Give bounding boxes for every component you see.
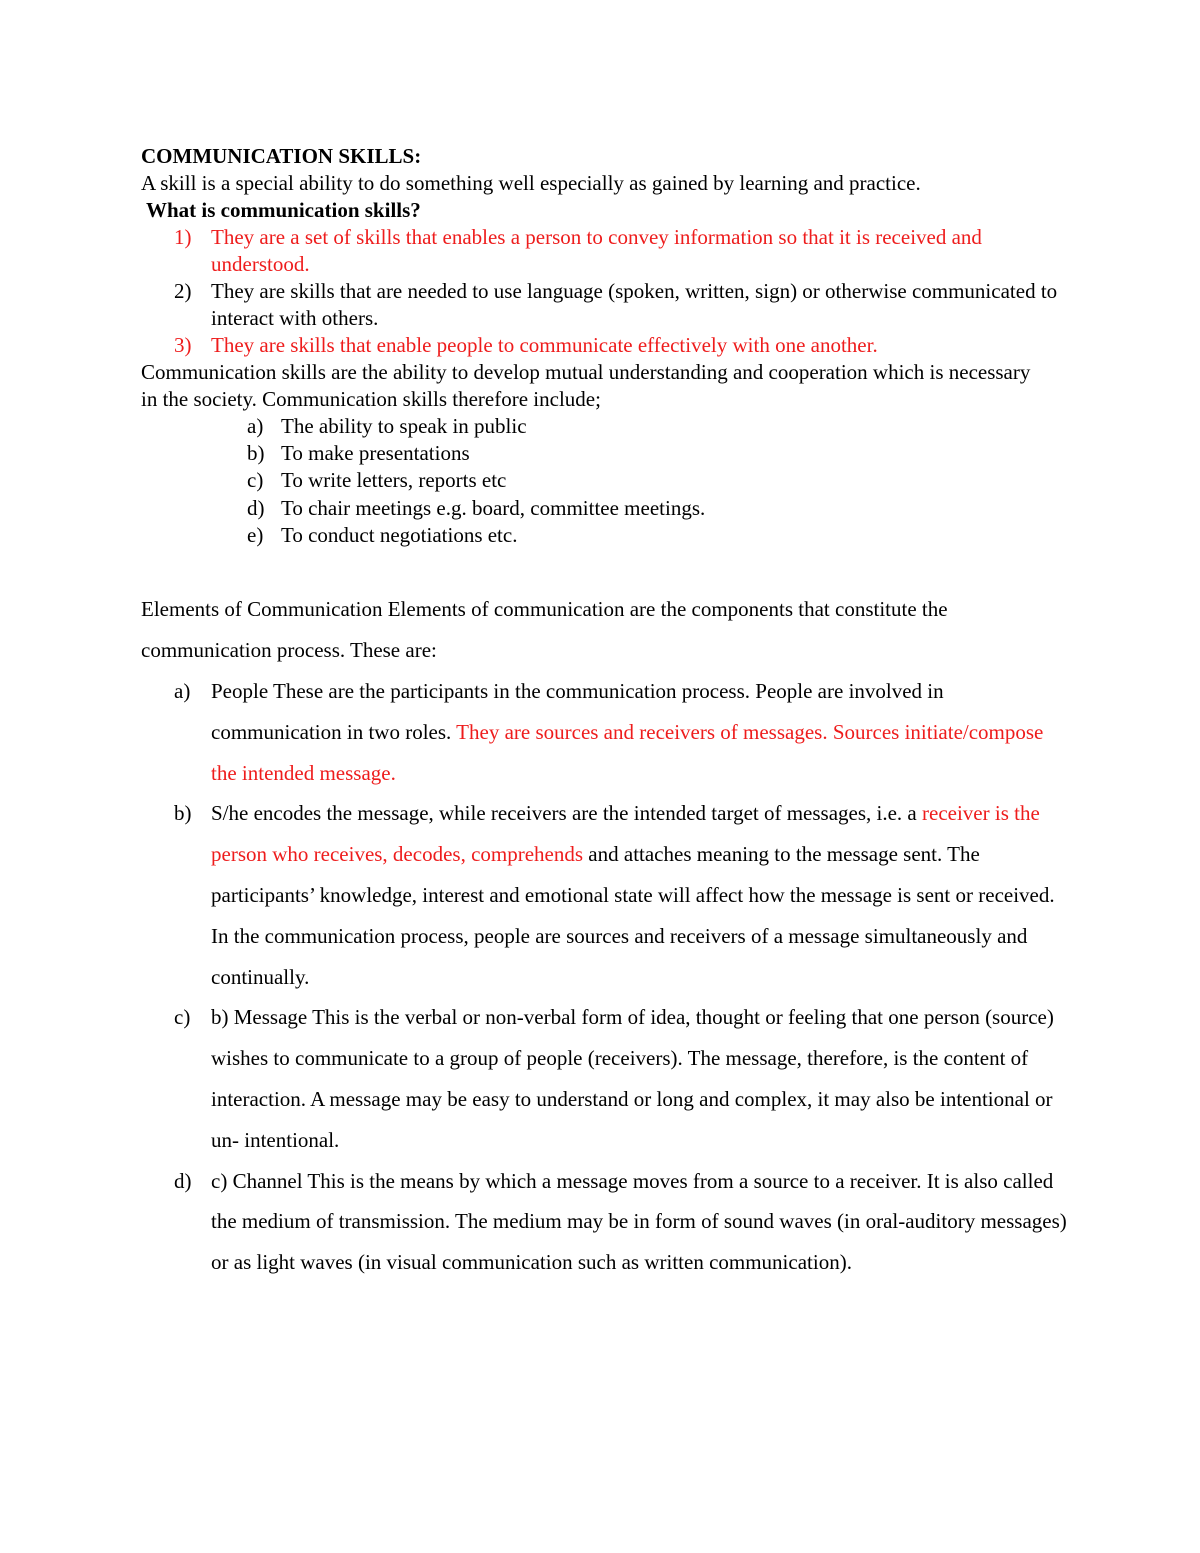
list-marker: b) [174, 801, 192, 826]
paragraph-spacer [141, 549, 1071, 589]
element-text: S/he encodes the message, while receivers are the intended target of messages, i.e. a [211, 801, 923, 826]
elements-list [141, 671, 1071, 1283]
include-text: To make presentations [281, 441, 470, 466]
include-item-a [141, 413, 1071, 440]
document-title: COMMUNICATION SKILLS: [141, 144, 422, 168]
include-item-e [141, 522, 1071, 549]
elements-paragraph: Elements of Communication Elements of communication are the components that constitute the communication process. These are: [141, 597, 948, 663]
element-item-c [141, 997, 1071, 1160]
include-item-c [141, 467, 1071, 494]
include-text: To conduct negotiations etc. [281, 522, 518, 547]
answer-text: They are skills that are needed to use language (spoken, written, sign) or otherwise communicated to interact with others. [211, 279, 1058, 330]
element-item-a [141, 671, 1071, 793]
skill-definition: A skill is a special ability to do something well especially as gained by learning and practice. [141, 171, 921, 195]
include-text: To write letters, reports etc [281, 468, 507, 493]
list-marker: e) [247, 522, 264, 547]
include-item-d [141, 495, 1071, 522]
answer-item-3 [141, 332, 1071, 359]
element-text: c) Channel This is the means by which a message moves from a source to a receiver. It is also called the medium of transmission. The medium may be in form of sound waves (in oral-auditory messages) or as light waves (in visual communication such as written communication). [211, 1168, 1067, 1275]
answer-text: They are a set of skills that enables a person to convey information so that it is received and understood. [211, 225, 982, 276]
question-heading: What is communication skills? [146, 198, 421, 222]
list-marker: a) [247, 414, 264, 438]
answer-item-1 [141, 224, 1071, 278]
list-marker: 1) [174, 225, 192, 249]
answer-item-2 [141, 278, 1071, 332]
list-marker: b) [247, 441, 265, 466]
element-highlight-text: receiver is the person who receives, decodes, comprehends [211, 801, 1040, 867]
element-text: People These are the participants in the communication process. People are involved in communication in two roles. [211, 679, 944, 744]
list-marker: a) [174, 679, 191, 704]
element-text-tail: and attaches meaning to the message sent. The participants’ knowledge, interest and emotional state will affect how the message is sent or received. In the communication process, people are sources and receivers of a message simultaneously and continually. [211, 842, 1055, 989]
include-text: To chair meetings e.g. board, committee meetings. [281, 495, 706, 520]
document-body [141, 143, 1071, 1283]
element-item-b [141, 793, 1071, 997]
answer-text: They are skills that enable people to communicate effectively with one another. [211, 333, 878, 357]
summary-paragraph: Communication skills are the ability to develop mutual understanding and cooperation which is necessary in the society. Communication skills therefore include; [141, 360, 1031, 411]
list-marker: c) [247, 468, 264, 493]
list-marker: 3) [174, 333, 192, 357]
element-item-d [141, 1161, 1071, 1283]
include-text: The ability to speak in public [281, 414, 527, 438]
list-marker: d) [174, 1168, 192, 1193]
answers-list [141, 224, 1071, 359]
list-marker: d) [247, 495, 265, 520]
list-marker: 2) [174, 279, 192, 303]
includes-list [141, 413, 1071, 549]
list-marker: c) [174, 1005, 191, 1030]
include-item-b [141, 440, 1071, 467]
element-highlight-text: They are sources and receivers of messages. Sources initiate/compose the intended message. [211, 719, 1044, 785]
element-text: b) Message This is the verbal or non-verbal form of idea, thought or feeling that one person (source) wishes to communicate to a group of people (receivers). The message, therefore, is the content of interaction. A message may be easy to understand or long and complex, it may also be intentional or un- intentional. [211, 1005, 1054, 1152]
